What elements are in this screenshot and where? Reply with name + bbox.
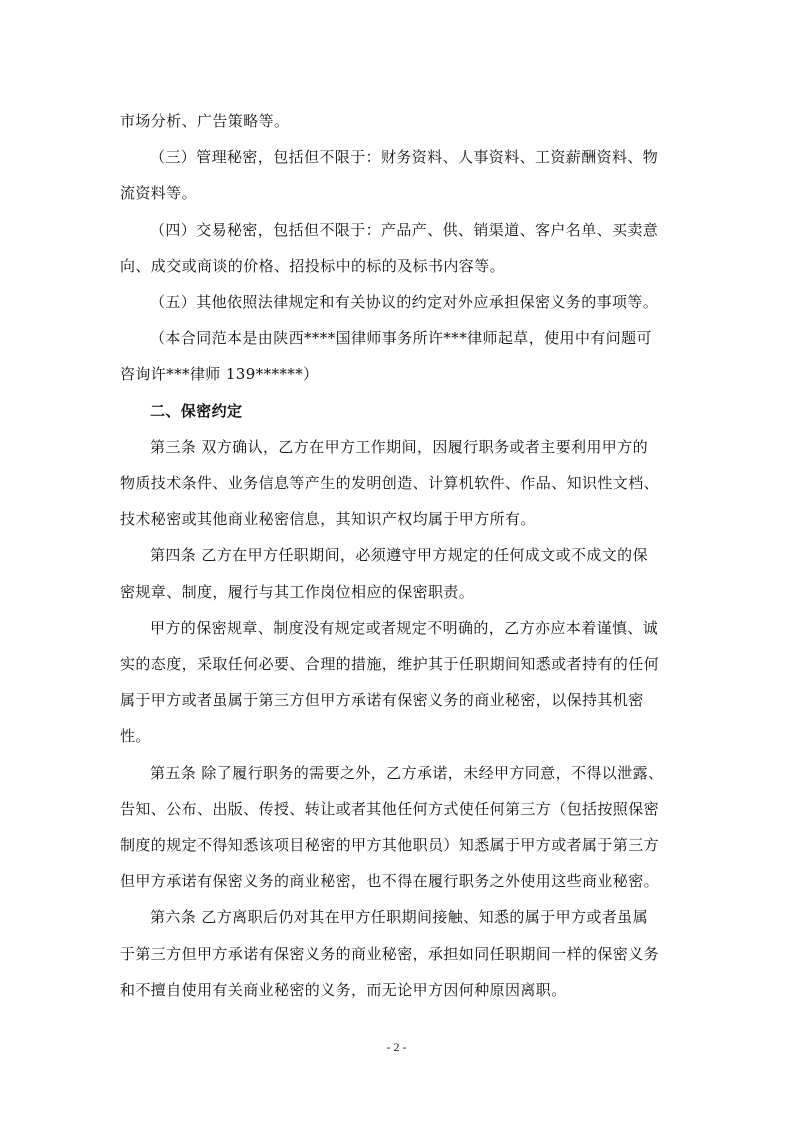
text-line: 第五条 除了履行职务的需要之外，乙方承诺，未经甲方同意，不得以泄露、 bbox=[150, 763, 664, 782]
text-line: 性。 bbox=[120, 727, 151, 746]
text-line: 第四条 乙方在甲方任职期间，必须遵守甲方规定的任何成文或不成文的保 bbox=[150, 546, 648, 565]
text-line: 物质技术条件、业务信息等产生的发明创造、计算机软件、作品、知识性文档、 bbox=[120, 474, 660, 493]
text-line: （本合同范本是由陕西****国律师事务所许***律师起草，使用中有问题可 bbox=[150, 329, 652, 348]
text-line: 实的态度，采取任何必要、合理的措施，维护其于任职期间知悉或者持有的任何 bbox=[120, 655, 660, 674]
text-line: 第六条 乙方离职后仍对其在甲方任职期间接触、知悉的属于甲方或者虽属 bbox=[150, 908, 648, 927]
section-heading: 二、保密约定 bbox=[150, 401, 243, 420]
text-line: 市场分析、广告策略等。 bbox=[120, 112, 290, 130]
page-number: - 2 - bbox=[386, 1040, 407, 1054]
text-line: 密规章、制度，履行与其工作岗位相应的保密职责。 bbox=[120, 582, 475, 601]
text-line: （四）交易秘密，包括但不限于：产品产、供、销渠道、客户名单、买卖意 bbox=[150, 220, 659, 239]
text-line: 但甲方承诺有保密义务的商业秘密，也不得在履行职务之外使用这些商业秘密。 bbox=[120, 872, 660, 891]
text-line: 技术秘密或其他商业秘密信息，其知识产权均属于甲方所有。 bbox=[120, 510, 536, 529]
text-line: 第三条 双方确认，乙方在甲方工作期间，因履行职务或者主要利用甲方的 bbox=[150, 437, 648, 456]
text-line: （三）管理秘密，包括但不限于：财务资料、人事资料、工资薪酬资料、物 bbox=[150, 148, 659, 167]
document-body bbox=[120, 103, 676, 1008]
text-line: 流资料等。 bbox=[120, 184, 198, 203]
text-line: 咨询许***律师 139******） bbox=[120, 365, 319, 384]
text-line: 甲方的保密规章、制度没有规定或者规定不明确的，乙方亦应本着谨慎、诚 bbox=[150, 618, 659, 637]
text-line: （五）其他依照法律规定和有关协议的约定对外应承担保密义务的事项等。 bbox=[150, 293, 659, 312]
text-line: 于第三方但甲方承诺有保密义务的商业秘密，承担如同任职期间一样的保密义务 bbox=[120, 944, 660, 963]
text-line: 告知、公布、出版、传授、转让或者其他任何方式使任何第三方（包括按照保密 bbox=[120, 799, 660, 818]
text-line: 和不擅自使用有关商业秘密的义务，而无论甲方因何种原因离职。 bbox=[120, 980, 567, 999]
text-line: 制度的规定不得知悉该项目秘密的甲方其他职员）知悉属于甲方或者属于第三方 bbox=[120, 836, 660, 855]
text-line: 向、成交或商谈的价格、招投标中的标的及标书内容等。 bbox=[120, 256, 506, 275]
text-line: 属于甲方或者虽属于第三方但甲方承诺有保密义务的商业秘密，以保持其机密 bbox=[120, 691, 644, 710]
